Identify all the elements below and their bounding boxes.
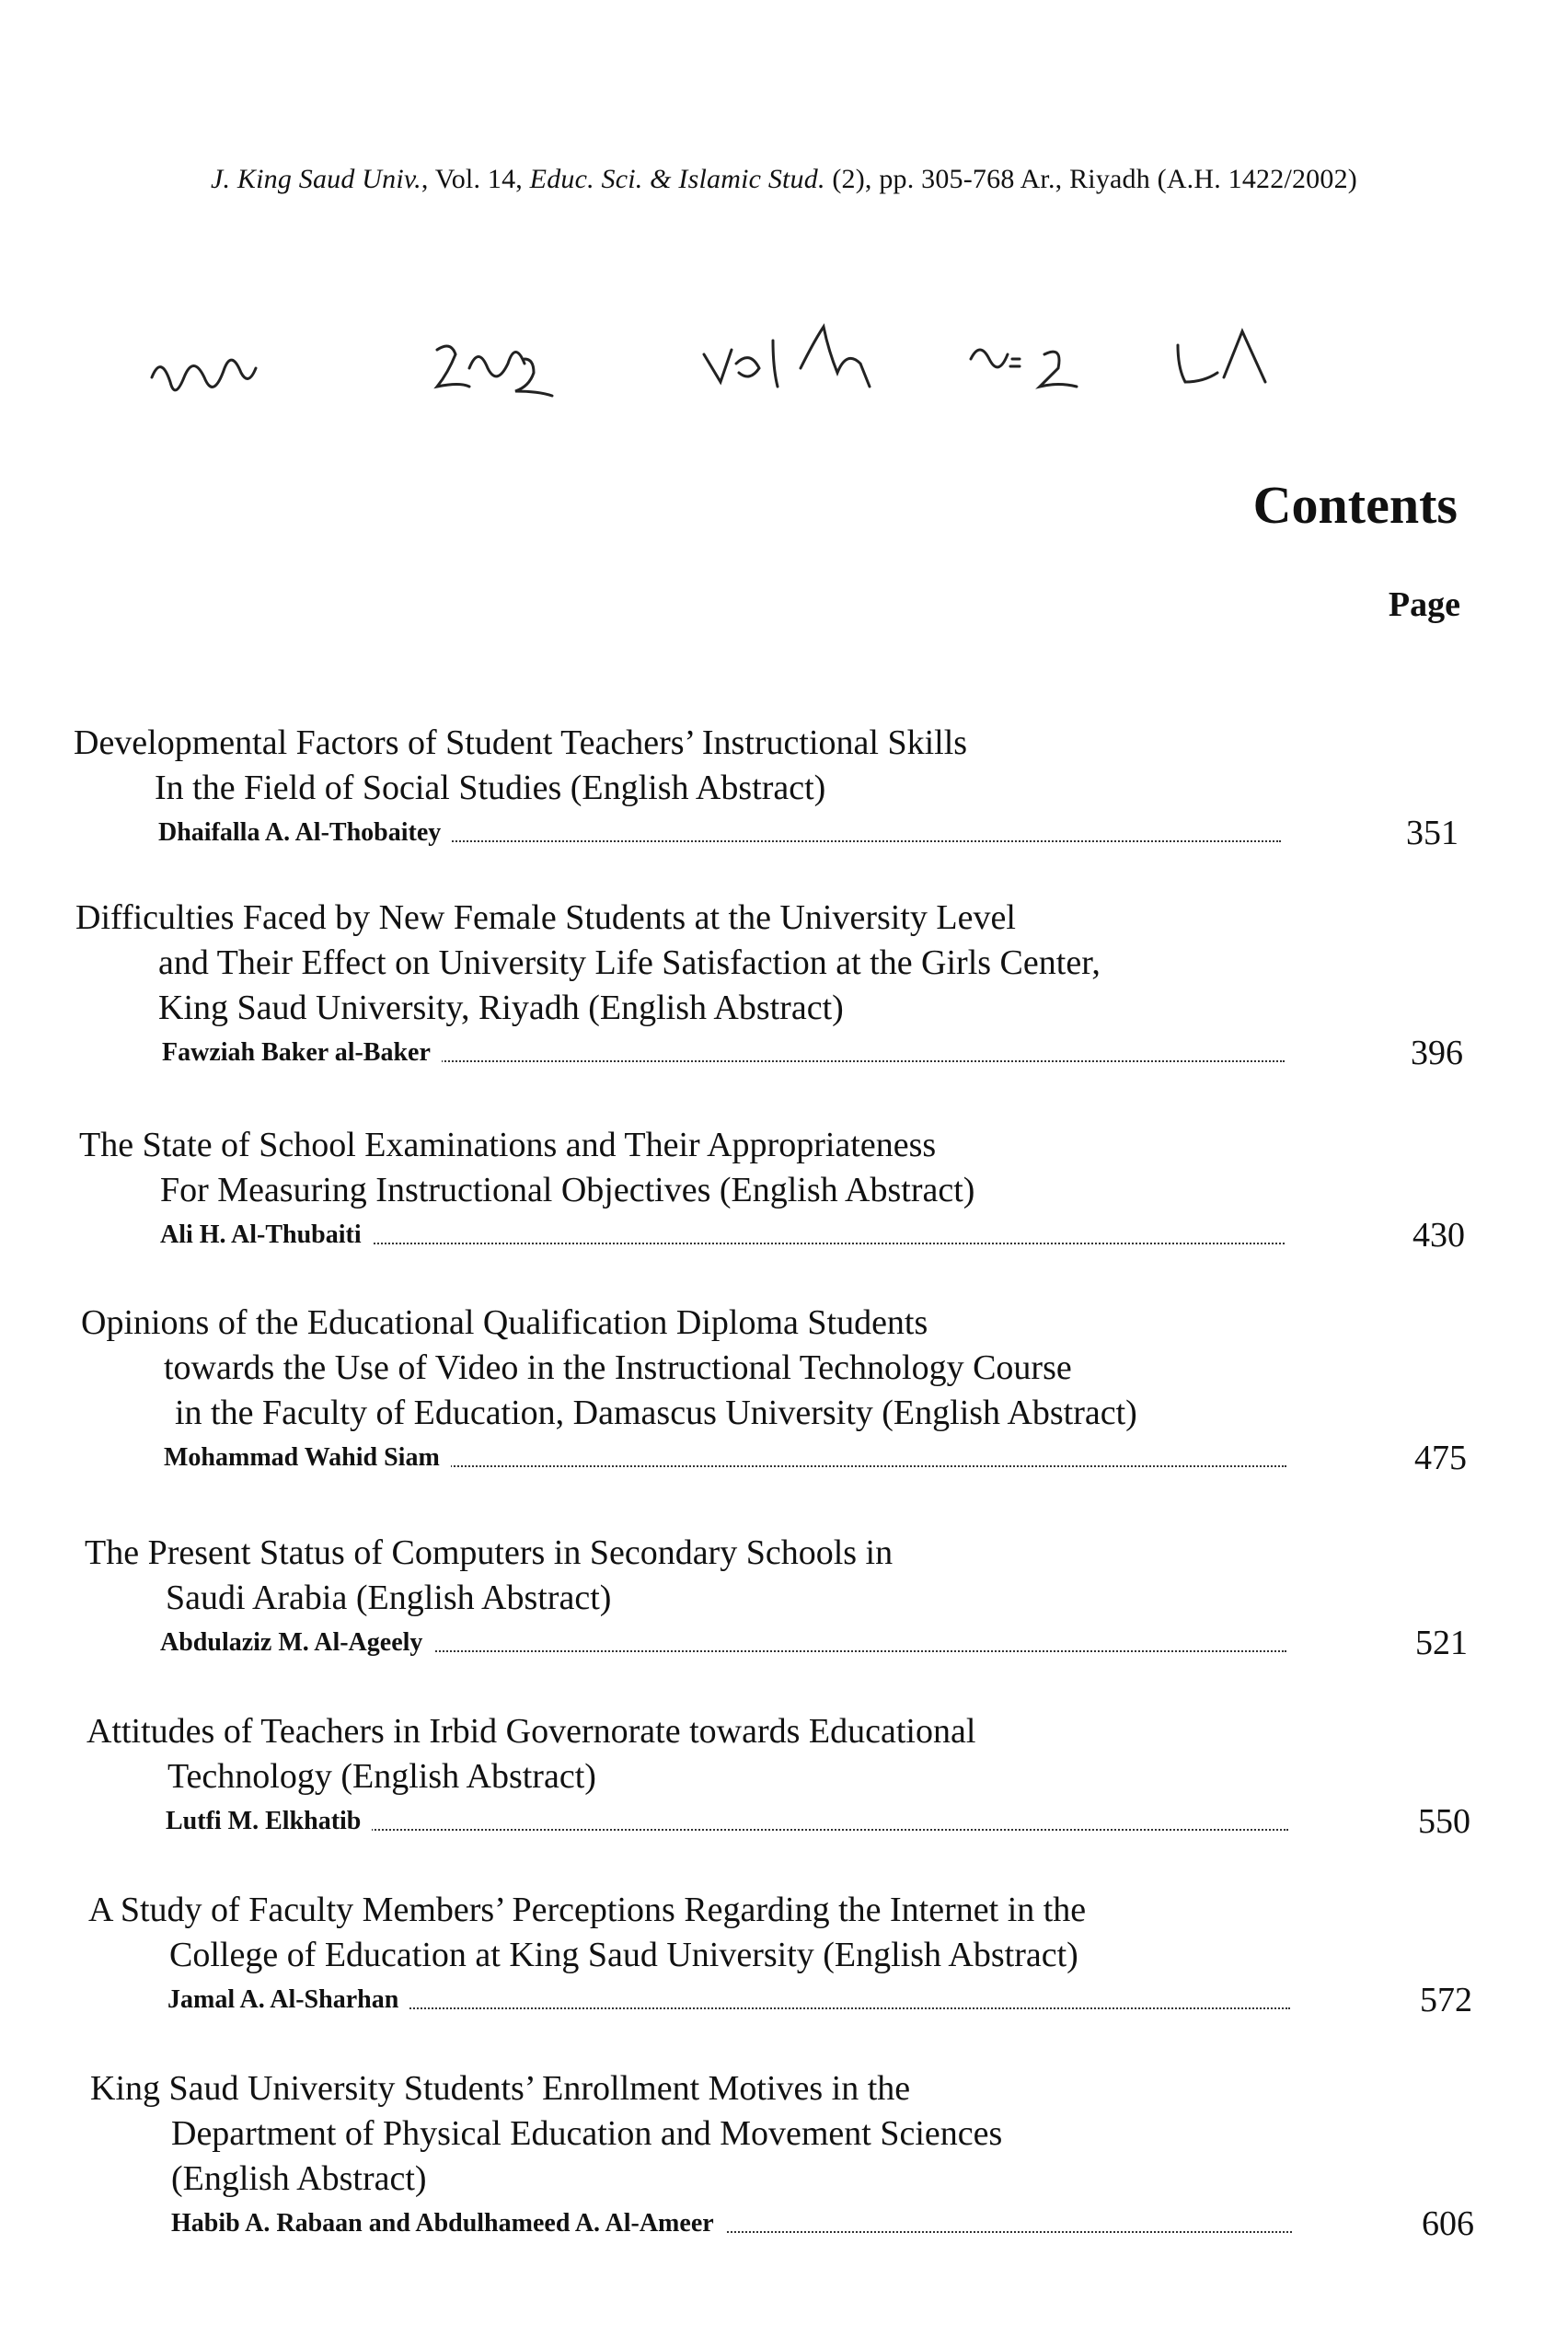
entry-author: Lutfi M. Elkhatib bbox=[166, 1807, 372, 1836]
toc-entry bbox=[0, 721, 1568, 851]
entry-page-number: 550 bbox=[1418, 1802, 1470, 1841]
entry-title-line: Developmental Factors of Student Teachers’ Instructional Skills bbox=[74, 723, 968, 762]
entry-title-line: In the Field of Social Studies (English Abstract) bbox=[155, 769, 826, 807]
entry-page-number: 572 bbox=[1420, 1981, 1472, 2019]
entry-title-line: Difficulties Faced by New Female Students at the University Level bbox=[75, 898, 1016, 937]
entry-title-line: College of Education at King Saud University (English Abstract) bbox=[169, 1936, 1078, 1974]
entry-page-number: 606 bbox=[1422, 2204, 1474, 2243]
entry-title-line: King Saud University, Riyadh (English Abstract) bbox=[158, 989, 844, 1027]
toc-entry bbox=[0, 1709, 1568, 1840]
entry-title-line: Attitudes of Teachers in Irbid Governorate towards Educational bbox=[86, 1712, 976, 1751]
entry-author: Abdulaziz M. Al-Ageely bbox=[160, 1628, 433, 1658]
entry-title-line: For Measuring Instructional Objectives (English Abstract) bbox=[160, 1171, 975, 1209]
toc-entry bbox=[0, 896, 1568, 1071]
entry-title-line: Technology (English Abstract) bbox=[167, 1757, 596, 1796]
journal-details: (2), pp. 305-768 Ar., Riyadh (A.H. 1422/2002) bbox=[824, 164, 1357, 194]
entry-title-line: in the Faculty of Education, Damascus University (English Abstract) bbox=[175, 1394, 1137, 1432]
entry-author: Jamal A. Al-Sharhan bbox=[167, 1985, 409, 2015]
entry-title-line: Saudi Arabia (English Abstract) bbox=[166, 1579, 612, 1617]
entry-author: Ali H. Al-Thubaiti bbox=[160, 1220, 373, 1250]
toc-entry bbox=[0, 1123, 1568, 1254]
journal-volume: , Vol. 14, bbox=[421, 164, 530, 194]
entry-title-line: (English Abstract) bbox=[171, 2159, 427, 2198]
entry-page-number: 521 bbox=[1415, 1624, 1468, 1662]
entry-title-line: Opinions of the Educational Qualification Diploma Students bbox=[81, 1303, 928, 1342]
handwritten-annotation bbox=[147, 313, 1435, 423]
entry-title-line: The State of School Examinations and Their Appropriateness bbox=[79, 1126, 937, 1164]
journal-section: Educ. Sci. & Islamic Stud. bbox=[529, 164, 825, 194]
entry-page-number: 430 bbox=[1412, 1216, 1465, 1255]
entry-page-number: 475 bbox=[1414, 1439, 1467, 1477]
toc-entry bbox=[0, 2066, 1568, 2242]
page-column-label: Page bbox=[1388, 585, 1460, 624]
entry-title-line: towards the Use of Video in the Instructional Technology Course bbox=[164, 1348, 1072, 1387]
entry-author: Dhaifalla A. Al-Thobaitey bbox=[158, 818, 452, 848]
entry-title-line: The Present Status of Computers in Secondary Schools in bbox=[85, 1533, 894, 1572]
toc-entry bbox=[0, 1531, 1568, 1661]
entry-author: Fawziah Baker al-Baker bbox=[162, 1038, 442, 1068]
journal-header bbox=[0, 164, 1568, 195]
entry-page-number: 396 bbox=[1411, 1034, 1463, 1072]
entry-title-line: and Their Effect on University Life Satisfaction at the Girls Center, bbox=[158, 943, 1101, 982]
journal-name: J. King Saud Univ. bbox=[211, 164, 421, 194]
entry-title-line: King Saud University Students’ Enrollment Motives in the bbox=[90, 2069, 911, 2108]
entry-author: Mohammad Wahid Siam bbox=[164, 1443, 451, 1473]
entry-title-line: Department of Physical Education and Movement Sciences bbox=[171, 2114, 1003, 2153]
toc-entry bbox=[0, 1301, 1568, 1476]
entry-page-number: 351 bbox=[1406, 814, 1458, 852]
contents-title: Contents bbox=[1252, 475, 1458, 535]
toc-entry bbox=[0, 1888, 1568, 2018]
entry-title-line: A Study of Faculty Members’ Perceptions Regarding the Internet in the bbox=[88, 1891, 1087, 1929]
entry-author: Habib A. Rabaan and Abdulhameed A. Al-Ameer bbox=[171, 2209, 725, 2238]
